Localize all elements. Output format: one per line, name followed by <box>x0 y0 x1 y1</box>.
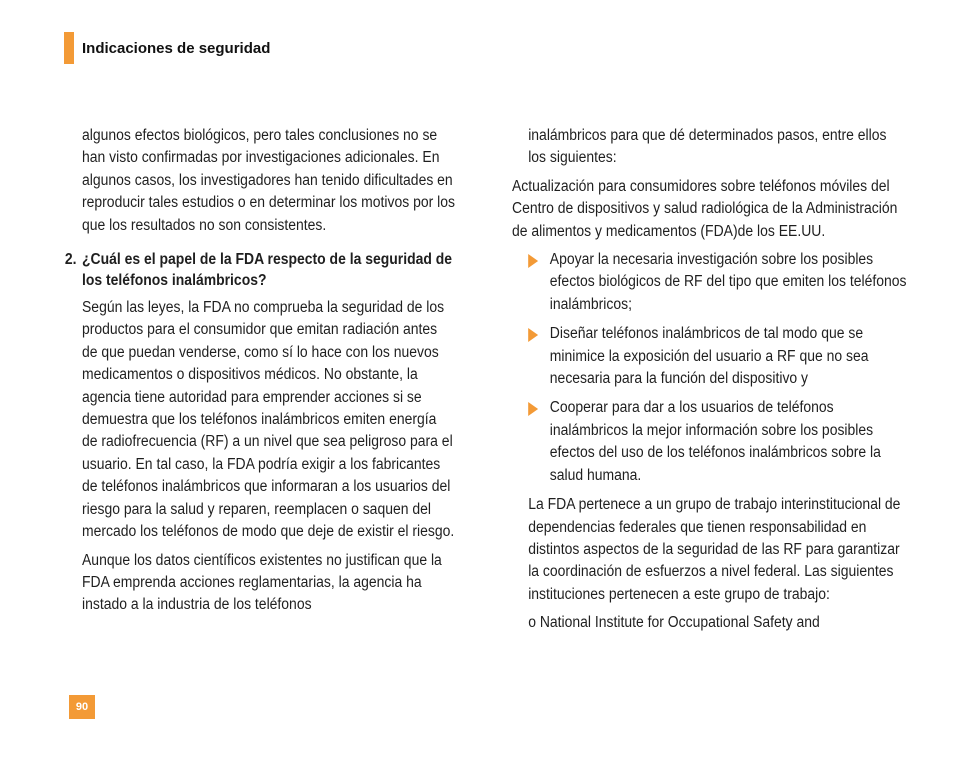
left-paragraph-3: Aunque los datos científicos existentes no justifican que la FDA emprenda acciones reglamentarias, la agencia ha instado a la industria de los teléfonos <box>82 551 442 614</box>
right-paragraph-2: Actualización para consumidores sobre teléfonos móviles del Centro de dispositivos y salud radiológica de la Administración de alimentos y medicamentos (FDA)de los EE.UU. <box>512 177 898 240</box>
list-item <box>550 397 908 487</box>
left-column <box>64 125 456 623</box>
triangle-bullet-icon <box>528 254 538 268</box>
bullet-list <box>512 249 908 487</box>
right-paragraph-3: La FDA pertenece a un grupo de trabajo interinstitucional de dependencias federales que tienen responsabilidad en distintos aspectos de la seguridad de las RF para garantizar la coordinación de esfuerzos a nivel federal. Las siguientes instituciones pertenecen a este grupo de trabajo: <box>528 496 901 603</box>
right-column <box>512 125 908 641</box>
question-heading <box>65 249 456 291</box>
bullet-text: Apoyar la necesaria investigación sobre los posibles efectos biológicos de RF del tipo que emiten los teléfonos inalámbricos; <box>549 251 907 313</box>
right-paragraph-1: inalámbricos para que dé determinados pasos, entre ellos los siguientes: <box>528 127 887 167</box>
triangle-bullet-icon <box>528 328 538 342</box>
bullet-text: Cooperar para dar a los usuarios de teléfonos inalámbricos la mejor información sobre los posibles efectos del uso de los teléfonos inalámbricos sobre la salud humana. <box>549 399 881 484</box>
list-item <box>550 323 908 390</box>
triangle-bullet-icon <box>528 402 538 416</box>
left-paragraph-1: algunos efectos biológicos, pero tales conclusiones no se han visto confirmadas por investigaciones adicionales. En algunos casos, los investigadores han tenido dificultades en reproducir tales estudios o en determinar los motivos por los que los resultados no son consistentes. <box>82 127 455 234</box>
bullet-text: Diseñar teléfonos inalámbricos de tal modo que se minimice la exposición del usuario a RF que no sea necesaria para la función del dispositivo y <box>549 325 869 388</box>
right-paragraph-4: o National Institute for Occupational Safety and <box>528 614 820 632</box>
page-title: Indicaciones de seguridad <box>82 40 271 57</box>
left-paragraph-2: Según las leyes, la FDA no comprueba la seguridad de los productos para el consumidor que emitan radiación antes de que puedan venderse, como sí lo hace con los nuevos medicamentos o dispositivos médicos. No obstante, la agencia tiene autoridad para emprender acciones si se demuestra que los teléfonos inalámbricos emiten energía de radiofrecuencia (RF) a un nivel que sea peligroso para el usuario. En tal caso, la FDA podría exigir a los fabricantes de teléfonos inalámbricos que informaran a los usuarios del riesgo para la salud y reparen, reemplacen o saquen del mercado los teléfonos de modo que deje de existir el riesgo. <box>82 299 455 541</box>
page-number-badge: 90 <box>69 695 95 719</box>
question-text: ¿Cuál es el papel de la FDA respecto de la seguridad de los teléfonos inalámbricos? <box>82 251 453 290</box>
header-accent-bar <box>64 32 74 64</box>
question-number: 2. <box>64 251 77 269</box>
list-item <box>550 249 908 316</box>
